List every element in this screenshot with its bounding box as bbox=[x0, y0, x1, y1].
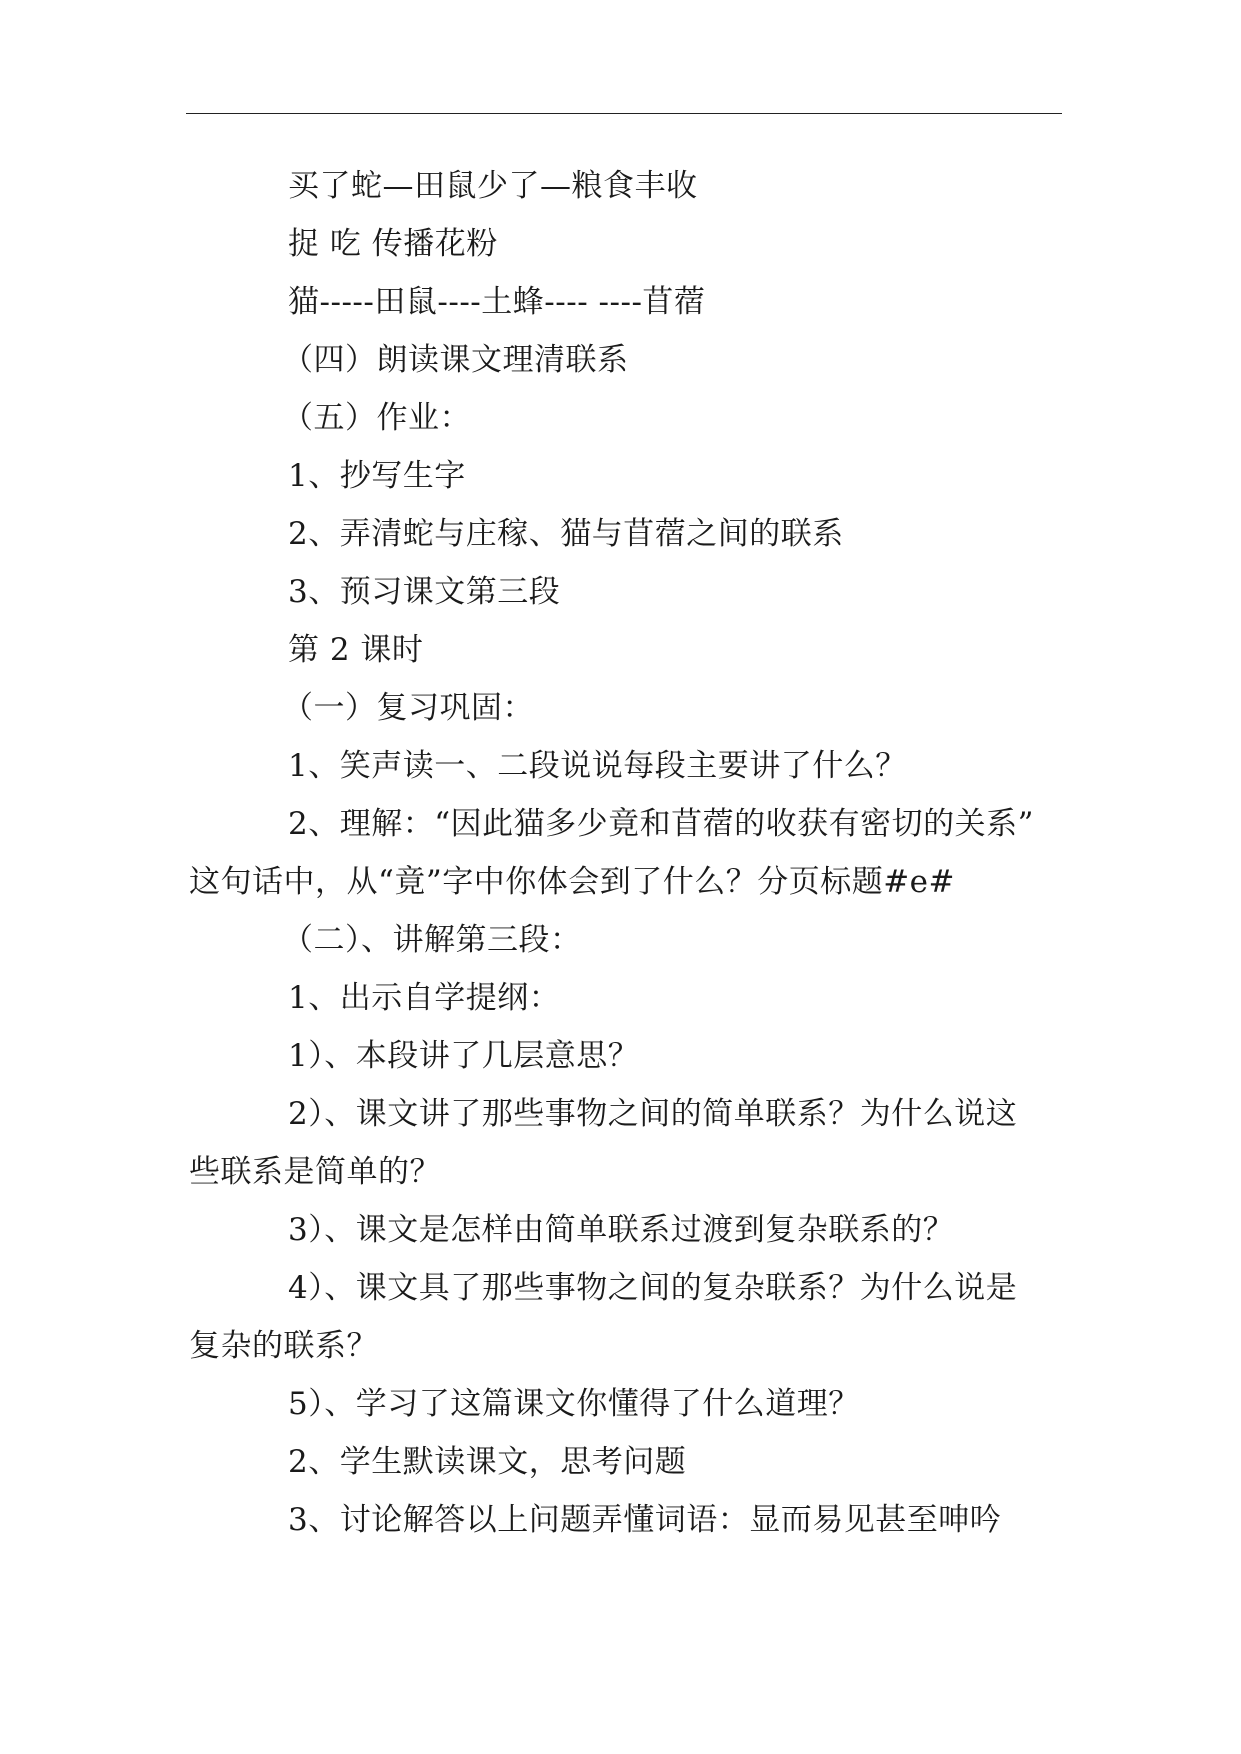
text-line: 买了蛇—田鼠少了—粮食丰收 bbox=[288, 168, 698, 204]
text-line: 3）、课文是怎样由简单联系过渡到复杂联系的？ bbox=[288, 1212, 955, 1248]
text-line: 2、理解：“因此猫多少竟和苜蓿的收获有密切的关系” bbox=[288, 806, 1034, 842]
header-rule bbox=[186, 113, 1062, 114]
text-line: 3、讨论解答以上问题弄懂词语：显而易见甚至呻吟 bbox=[288, 1502, 1002, 1538]
text-line: 些联系是简单的？ bbox=[189, 1154, 441, 1190]
text-line: （五）作业： bbox=[282, 400, 471, 436]
text-line: 4）、课文具了那些事物之间的复杂联系？为什么说是 bbox=[288, 1270, 1018, 1306]
text-line: 复杂的联系？ bbox=[189, 1328, 378, 1364]
text-line: 3、预习课文第三段 bbox=[288, 574, 561, 610]
text-line: 2）、课文讲了那些事物之间的简单联系？为什么说这 bbox=[288, 1096, 1018, 1132]
text-line: 猫-----田鼠----土蜂---- ----苜蓿 bbox=[288, 284, 706, 320]
text-line: 1）、本段讲了几层意思？ bbox=[288, 1038, 640, 1074]
text-line: 1、笑声读一、二段说说每段主要讲了什么？ bbox=[288, 748, 907, 784]
text-line: （一）复习巩固： bbox=[282, 690, 534, 726]
text-line: 1、出示自学提纲： bbox=[288, 980, 561, 1016]
text-line: 捉 吃 传播花粉 bbox=[288, 226, 498, 262]
text-line: 这句话中，从“竟”字中你体会到了什么？分页标题#e# bbox=[189, 864, 955, 900]
text-line: （二）、讲解第三段： bbox=[282, 922, 582, 958]
text-line: 5）、学习了这篇课文你懂得了什么道理？ bbox=[288, 1386, 860, 1422]
text-line: 2、学生默读课文，思考问题 bbox=[288, 1444, 687, 1480]
text-line: 第 2 课时 bbox=[288, 632, 424, 668]
text-line: （四）朗读课文理清联系 bbox=[282, 342, 629, 378]
text-line: 2、弄清蛇与庄稼、猫与苜蓿之间的联系 bbox=[288, 516, 844, 552]
text-line: 1、抄写生字 bbox=[288, 458, 466, 494]
